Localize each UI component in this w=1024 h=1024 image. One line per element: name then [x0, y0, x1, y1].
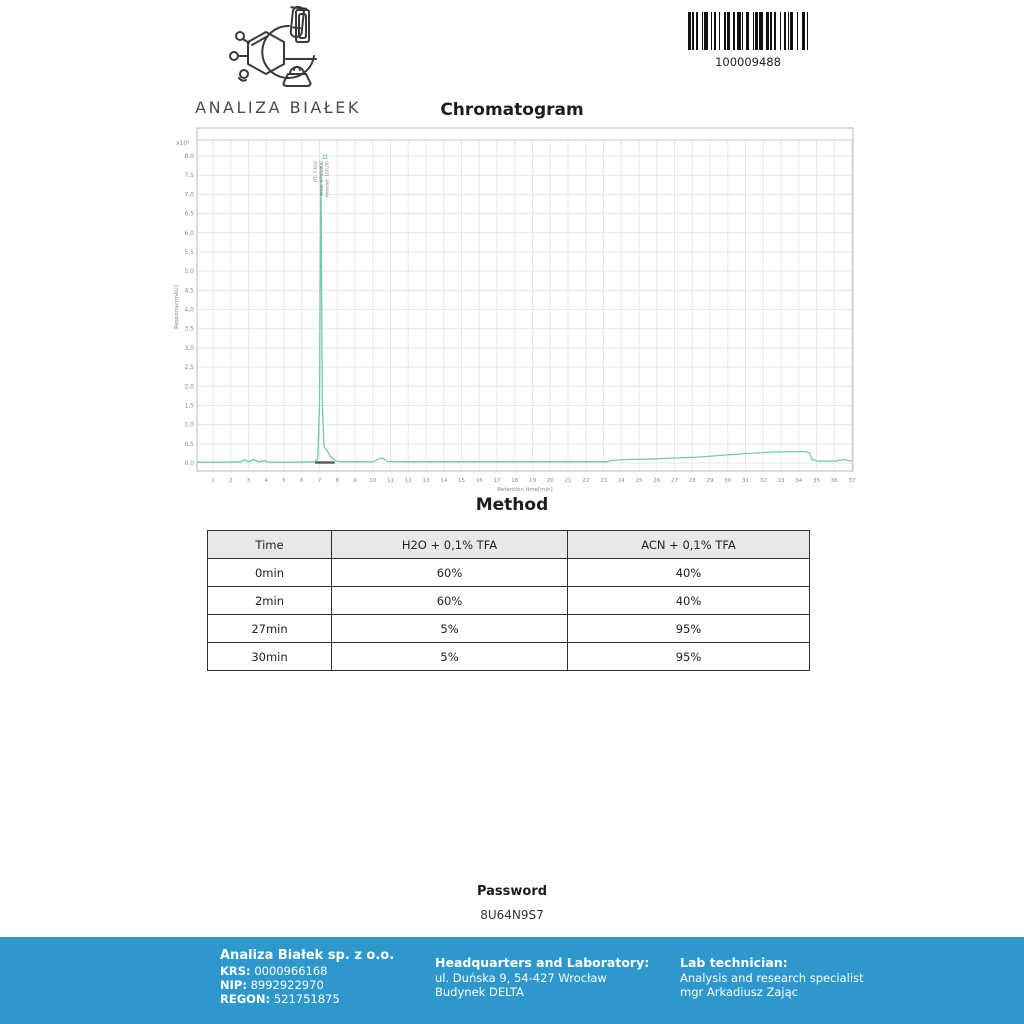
barcode-block	[684, 12, 812, 69]
password-value: 8U64N9S7	[480, 908, 544, 922]
company-name: Analiza Białek sp. z o.o.	[220, 948, 395, 963]
method-title: Method	[475, 495, 549, 515]
svg-text:10: 10	[369, 478, 377, 484]
krs-label: KRS:	[220, 964, 251, 978]
svg-text:7: 7	[317, 478, 322, 484]
cell-time: 2min	[208, 587, 332, 615]
cell-time: 30min	[208, 643, 332, 671]
svg-text:25: 25	[635, 478, 643, 484]
svg-text:31: 31	[742, 478, 749, 484]
cell-acn: 40%	[568, 587, 810, 615]
company-regon	[220, 992, 394, 1006]
svg-text:20: 20	[546, 478, 554, 484]
svg-text:8,0: 8,0	[184, 153, 194, 160]
headquarters-address: ul. Duńska 9, 54-427 Wrocław	[435, 971, 607, 985]
cell-h2o: 60%	[332, 587, 568, 615]
svg-text:15: 15	[458, 478, 465, 484]
svg-text:29: 29	[706, 478, 714, 484]
technician-name: mgr Arkadiusz Zając	[680, 985, 798, 999]
header-time: Time	[208, 531, 332, 559]
svg-text:3,5: 3,5	[184, 325, 194, 333]
footer	[0, 937, 1024, 1024]
svg-text:16: 16	[475, 478, 483, 484]
svg-text:5: 5	[282, 478, 286, 484]
svg-text:32: 32	[759, 478, 767, 484]
chromatogram-chart	[170, 125, 860, 500]
nip-value: 8992922970	[250, 978, 324, 992]
chromatogram-plot	[170, 125, 860, 500]
svg-text:11: 11	[387, 478, 394, 484]
table-row	[208, 559, 810, 587]
cell-h2o: 60%	[332, 559, 568, 587]
cell-acn: 95%	[568, 615, 810, 643]
svg-text:13: 13	[422, 478, 430, 484]
krs-value: 0000966168	[254, 964, 328, 978]
svg-text:4: 4	[264, 478, 268, 484]
svg-text:8: 8	[335, 478, 339, 484]
cell-acn: 95%	[568, 643, 810, 671]
header-acn: ACN + 0,1% TFA	[568, 531, 810, 559]
cell-h2o: 5%	[332, 643, 568, 671]
svg-text:0,0: 0,0	[184, 460, 194, 467]
svg-text:x10²: x10²	[176, 140, 190, 147]
svg-text:Retention time[min]: Retention time[min]	[497, 487, 553, 493]
regon-value: 521751875	[273, 992, 340, 1006]
barcode-number: 100009488	[715, 55, 781, 69]
password-label: Password	[476, 884, 548, 899]
regon-label: REGON:	[220, 992, 271, 1006]
svg-text:6,0: 6,0	[184, 229, 194, 237]
headquarters-title: Headquarters and Laboratory:	[435, 955, 650, 970]
svg-text:3: 3	[246, 478, 251, 484]
svg-text:RT: 7.102: RT: 7.102	[313, 161, 319, 182]
svg-text:22: 22	[582, 478, 590, 484]
svg-text:Area: 6743,986: Area: 6743,986	[319, 161, 325, 196]
svg-text:14: 14	[440, 478, 448, 484]
svg-text:27: 27	[671, 478, 678, 484]
svg-text:5,5: 5,5	[184, 248, 194, 256]
table-row	[208, 643, 810, 671]
svg-text:33: 33	[777, 478, 785, 484]
barcode-icon	[684, 12, 812, 50]
company-krs	[220, 964, 394, 978]
molecule-microscope-icon	[226, 4, 330, 88]
footer-headquarters	[435, 956, 649, 999]
svg-text:9: 9	[353, 478, 357, 484]
svg-text:12: 12	[404, 478, 412, 484]
svg-text:19: 19	[529, 478, 536, 484]
svg-text:23: 23	[600, 478, 607, 484]
svg-text:21: 21	[564, 478, 572, 484]
cell-acn: 40%	[568, 559, 810, 587]
chromatogram-title: Chromatogram	[440, 100, 584, 120]
cell-time: 27min	[208, 615, 332, 643]
svg-text:35: 35	[813, 478, 820, 484]
footer-technician	[680, 956, 864, 999]
cell-h2o: 5%	[332, 615, 568, 643]
svg-text:1,0: 1,0	[184, 421, 194, 429]
svg-text:3,0: 3,0	[184, 344, 194, 352]
svg-text:Amount: 100,00: Amount: 100,00	[325, 161, 331, 198]
svg-text:0,5: 0,5	[184, 440, 194, 448]
method-table	[207, 530, 810, 671]
svg-text:6: 6	[300, 478, 304, 484]
nip-label: NIP:	[220, 978, 247, 992]
header-h2o: H2O + 0,1% TFA	[332, 531, 568, 559]
headquarters-building: Budynek DELTA	[435, 985, 524, 999]
svg-text:17: 17	[493, 478, 501, 484]
table-row	[208, 615, 810, 643]
cell-time: 0min	[208, 559, 332, 587]
svg-text:28: 28	[688, 478, 696, 484]
svg-text:4,0: 4,0	[184, 306, 194, 314]
logo-text: ANALIZA BIAŁEK	[195, 98, 361, 117]
technician-role: Analysis and research specialist	[680, 971, 864, 985]
password-block	[0, 884, 1024, 922]
company-nip	[220, 978, 394, 992]
svg-text:30: 30	[724, 478, 732, 484]
svg-text:26: 26	[653, 478, 661, 484]
svg-text:Response[mAU]: Response[mAU]	[174, 285, 180, 329]
svg-text:2: 2	[229, 478, 233, 484]
svg-text:24: 24	[617, 478, 625, 484]
svg-text:4,5: 4,5	[184, 287, 194, 295]
svg-text:18: 18	[511, 478, 519, 484]
footer-company	[220, 949, 394, 1006]
svg-text:7,5: 7,5	[184, 172, 194, 180]
svg-text:2,5: 2,5	[184, 364, 194, 372]
svg-text:1: 1	[211, 478, 215, 484]
svg-text:5,0: 5,0	[184, 268, 194, 276]
svg-text:6,5: 6,5	[184, 210, 194, 218]
svg-text:36: 36	[830, 478, 838, 484]
svg-text:2,0: 2,0	[184, 383, 194, 391]
table-row	[208, 587, 810, 615]
table-header-row	[208, 531, 810, 559]
technician-title: Lab technician:	[680, 955, 788, 970]
svg-text:1,5: 1,5	[184, 402, 194, 410]
svg-text:7,0: 7,0	[184, 191, 194, 199]
svg-text:34: 34	[795, 478, 803, 484]
svg-text:37: 37	[848, 478, 856, 484]
